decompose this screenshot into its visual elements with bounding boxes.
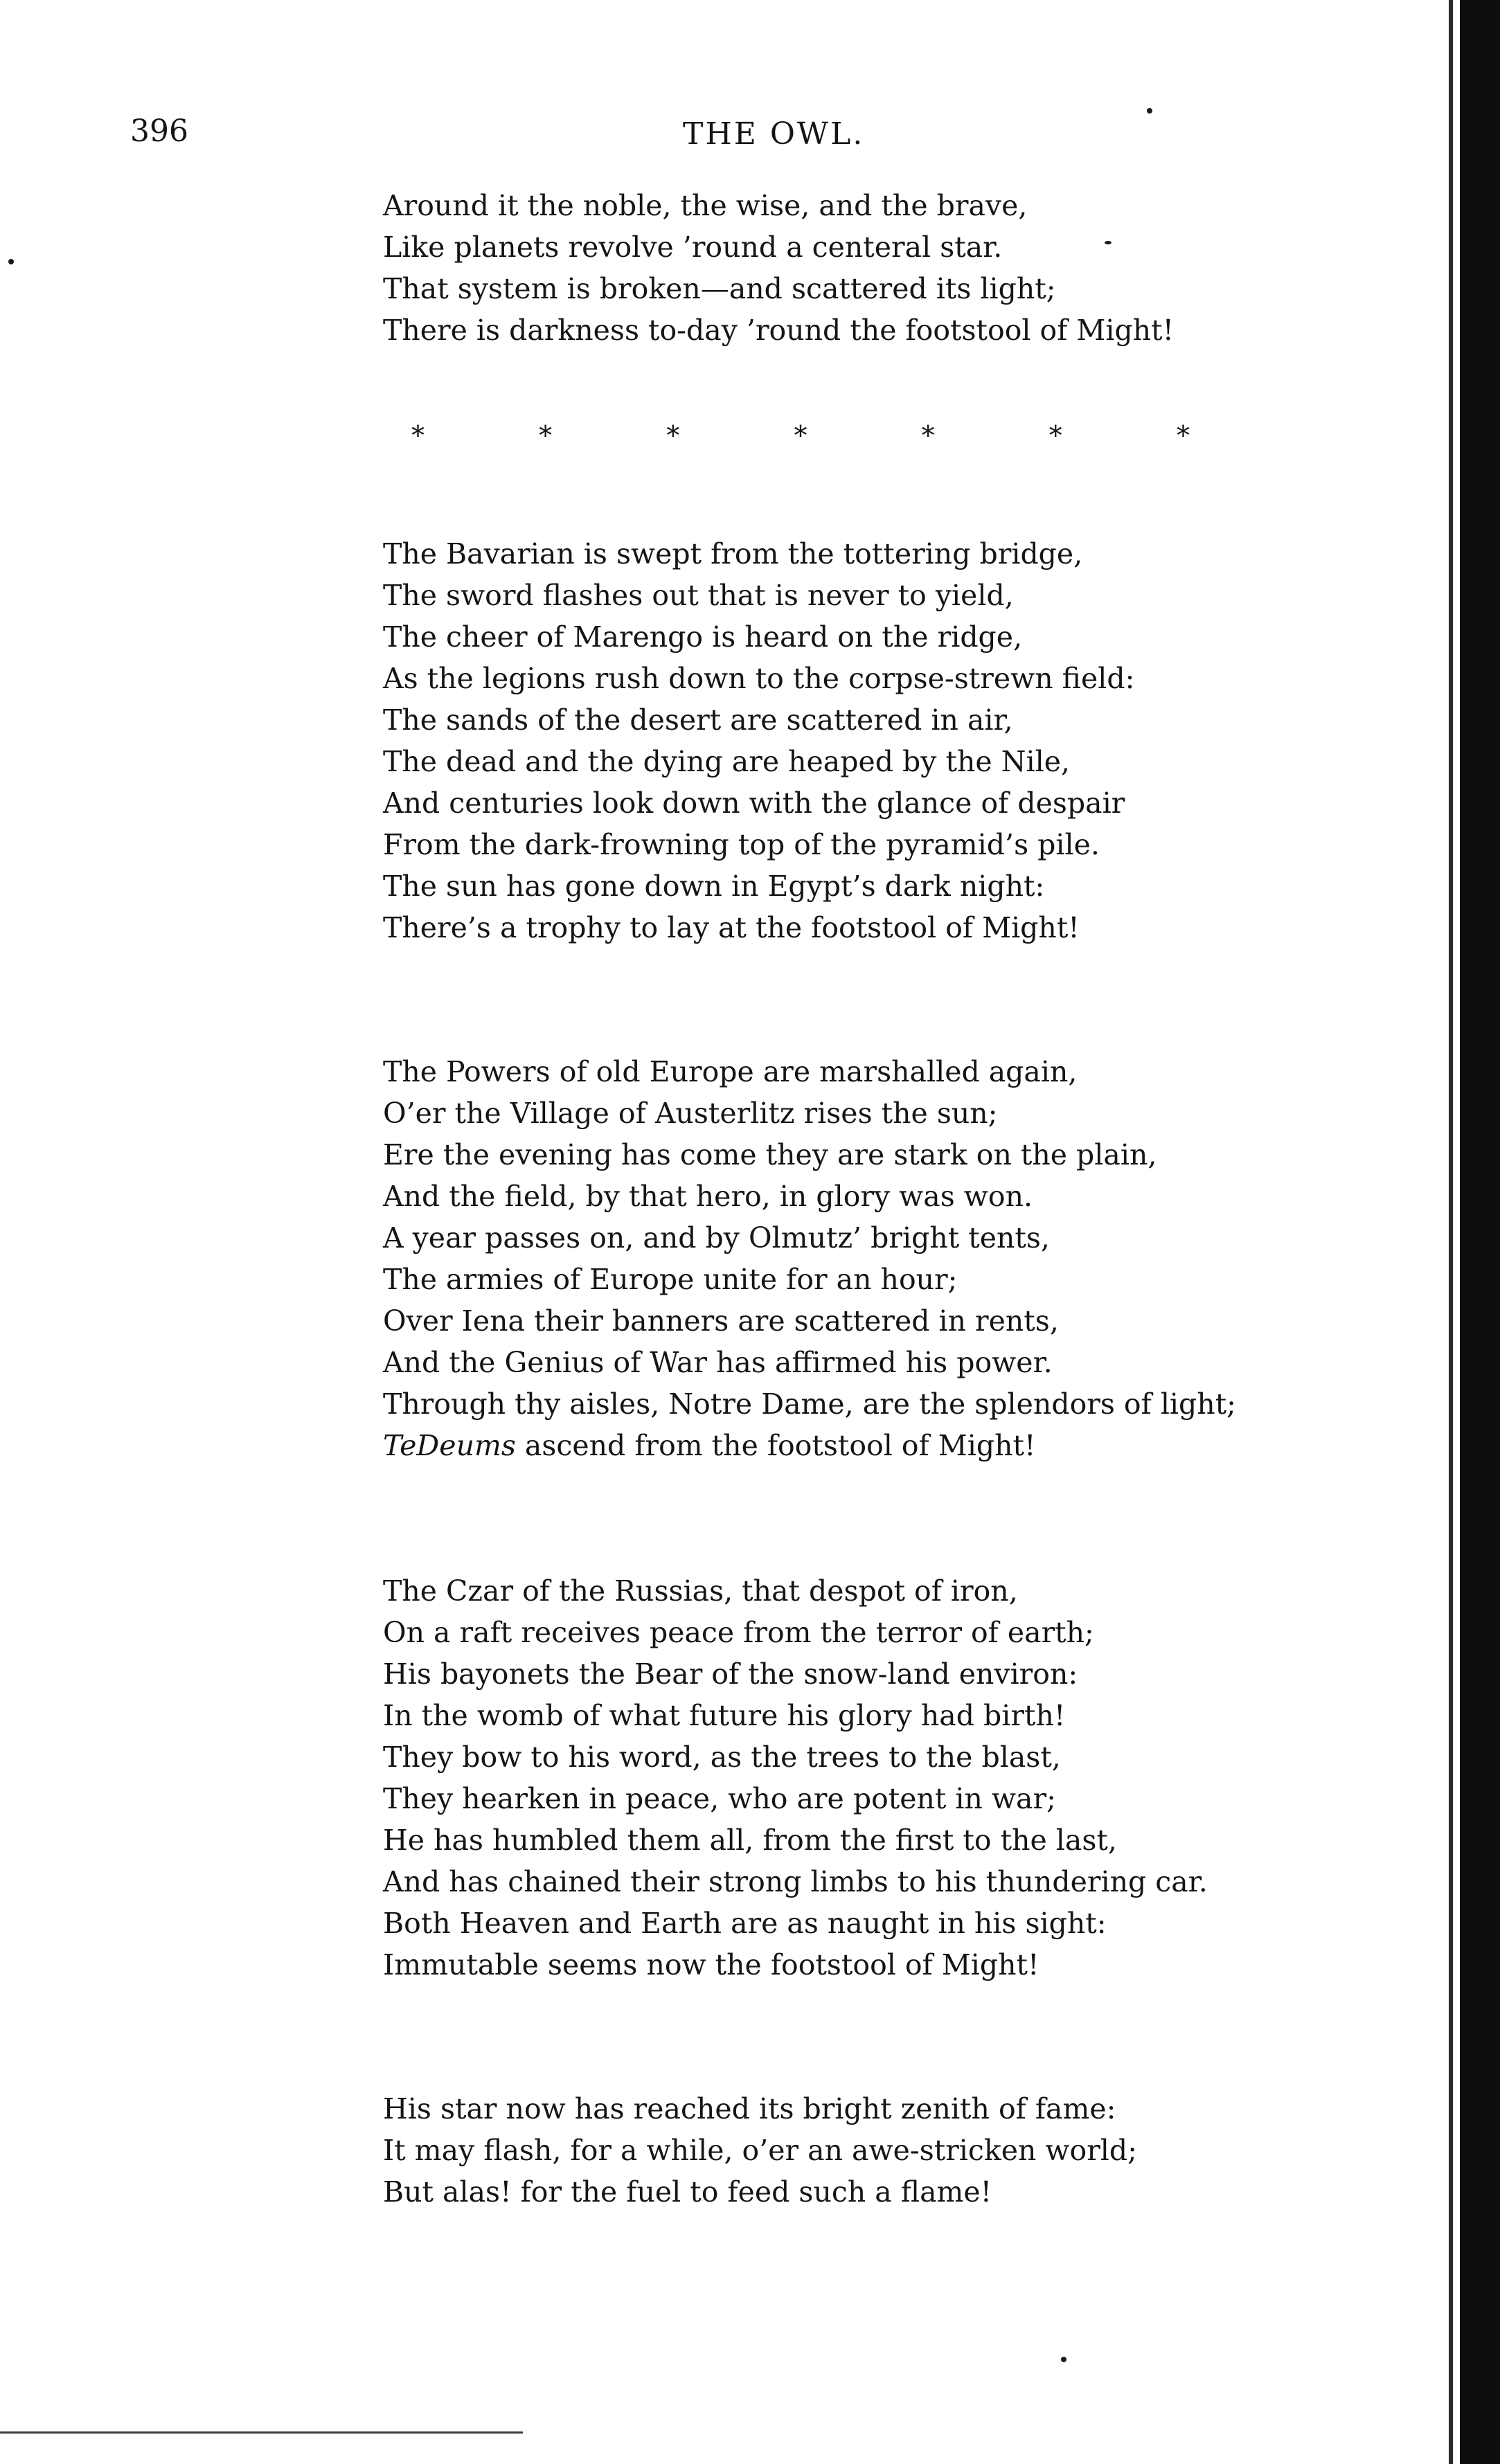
- scan-edge-line: [1449, 0, 1453, 2464]
- ink-speck: [1061, 2357, 1066, 2362]
- scan-edge-shadow: [1460, 0, 1500, 2464]
- verse-line: They bow to his word, as the trees to the blast,: [383, 1741, 1061, 1774]
- ink-speck: [8, 259, 14, 264]
- verse-line: Immutable seems now the footstool of Might!: [383, 1948, 1039, 1981]
- bottom-rule: [0, 2431, 523, 2434]
- verse-line-tedeums: [383, 1425, 1236, 1466]
- stanza-1: [383, 185, 1174, 351]
- stanza-5: [383, 2088, 1137, 2213]
- verse-line: The dead and the dying are heaped by the Nile,: [383, 745, 1071, 778]
- ink-speck: [1105, 241, 1111, 244]
- asterisk: *: [411, 420, 425, 451]
- verse-line: Around it the noble, the wise, and the brave,: [383, 189, 1028, 222]
- verse-line: The Czar of the Russias, that despot of iron,: [383, 1574, 1018, 1608]
- verse-line: The armies of Europe unite for an hour;: [383, 1263, 958, 1296]
- verse-line: And centuries look down with the glance of despair: [383, 786, 1125, 820]
- verse-line: The Bavarian is swept from the tottering bridge,: [383, 537, 1083, 570]
- verse-line: Through thy aisles, Notre Dame, are the splendors of light;: [383, 1387, 1236, 1421]
- verse-line: The sword flashes out that is never to yield,: [383, 579, 1014, 612]
- verse-line: From the dark-frowning top of the pyramid’s pile.: [383, 828, 1100, 861]
- asterisk: *: [794, 420, 807, 451]
- verse-line: Like planets revolve ’round a centeral star.: [383, 231, 1003, 264]
- verse-line: The sun has gone down in Egypt’s dark night:: [383, 870, 1045, 903]
- asterisk: *: [539, 420, 553, 451]
- verse-line: He has humbled them all, from the first to the last,: [383, 1824, 1117, 1857]
- verse-line: His star now has reached its bright zenith of fame:: [383, 2092, 1116, 2125]
- asterisk: *: [1176, 420, 1190, 451]
- stanza-3: [383, 1051, 1236, 1466]
- verse-line: There’s a trophy to lay at the footstool of Might!: [383, 911, 1080, 944]
- verse-line: It may flash, for a while, o’er an awe-stricken world;: [383, 2134, 1137, 2167]
- verse-line: And has chained their strong limbs to his thundering car.: [383, 1865, 1208, 1898]
- verse-line: A year passes on, and by Olmutz’ bright tents,: [383, 1221, 1050, 1255]
- tedeums-italic: TeDeums: [383, 1429, 516, 1462]
- verse-line: They hearken in peace, who are potent in war;: [383, 1782, 1056, 1815]
- verse-line: And the field, by that hero, in glory was won.: [383, 1180, 1033, 1213]
- running-title: THE OWL.: [683, 116, 865, 152]
- page-number: 396: [130, 114, 188, 149]
- verse-line: And the Genius of War has affirmed his power.: [383, 1346, 1053, 1379]
- stanza-2: [383, 533, 1134, 948]
- verse-line: Ere the evening has come they are stark on the plain,: [383, 1138, 1157, 1171]
- asterisk: *: [921, 420, 935, 451]
- verse-line: On a raft receives peace from the terror of earth;: [383, 1616, 1094, 1649]
- verse-line: As the legions rush down to the corpse-strewn field:: [383, 662, 1135, 695]
- verse-line: O’er the Village of Austerlitz rises the sun;: [383, 1097, 998, 1130]
- verse-line: Over Iena their banners are scattered in rents,: [383, 1304, 1059, 1338]
- verse-line-rest: ascend from the footstool of Might!: [515, 1429, 1036, 1462]
- section-separator: [411, 422, 1190, 449]
- verse-line: In the womb of what future his glory had birth!: [383, 1699, 1066, 1732]
- verse-line: His bayonets the Bear of the snow-land environ:: [383, 1657, 1078, 1691]
- verse-line: Both Heaven and Earth are as naught in his sight:: [383, 1907, 1107, 1940]
- verse-line: The Powers of old Europe are marshalled again,: [383, 1055, 1078, 1088]
- asterisk: *: [666, 420, 680, 451]
- verse-line: But alas! for the fuel to feed such a flame!: [383, 2175, 992, 2209]
- asterisk: *: [1048, 420, 1062, 451]
- verse-line: There is darkness to-day ’round the footstool of Might!: [383, 314, 1175, 347]
- verse-line: The cheer of Marengo is heard on the ridge,: [383, 620, 1023, 654]
- verse-line: The sands of the desert are scattered in air,: [383, 703, 1013, 737]
- ink-speck: [1147, 108, 1152, 114]
- stanza-4: [383, 1570, 1208, 1986]
- verse-line: That system is broken—and scattered its light;: [383, 272, 1056, 305]
